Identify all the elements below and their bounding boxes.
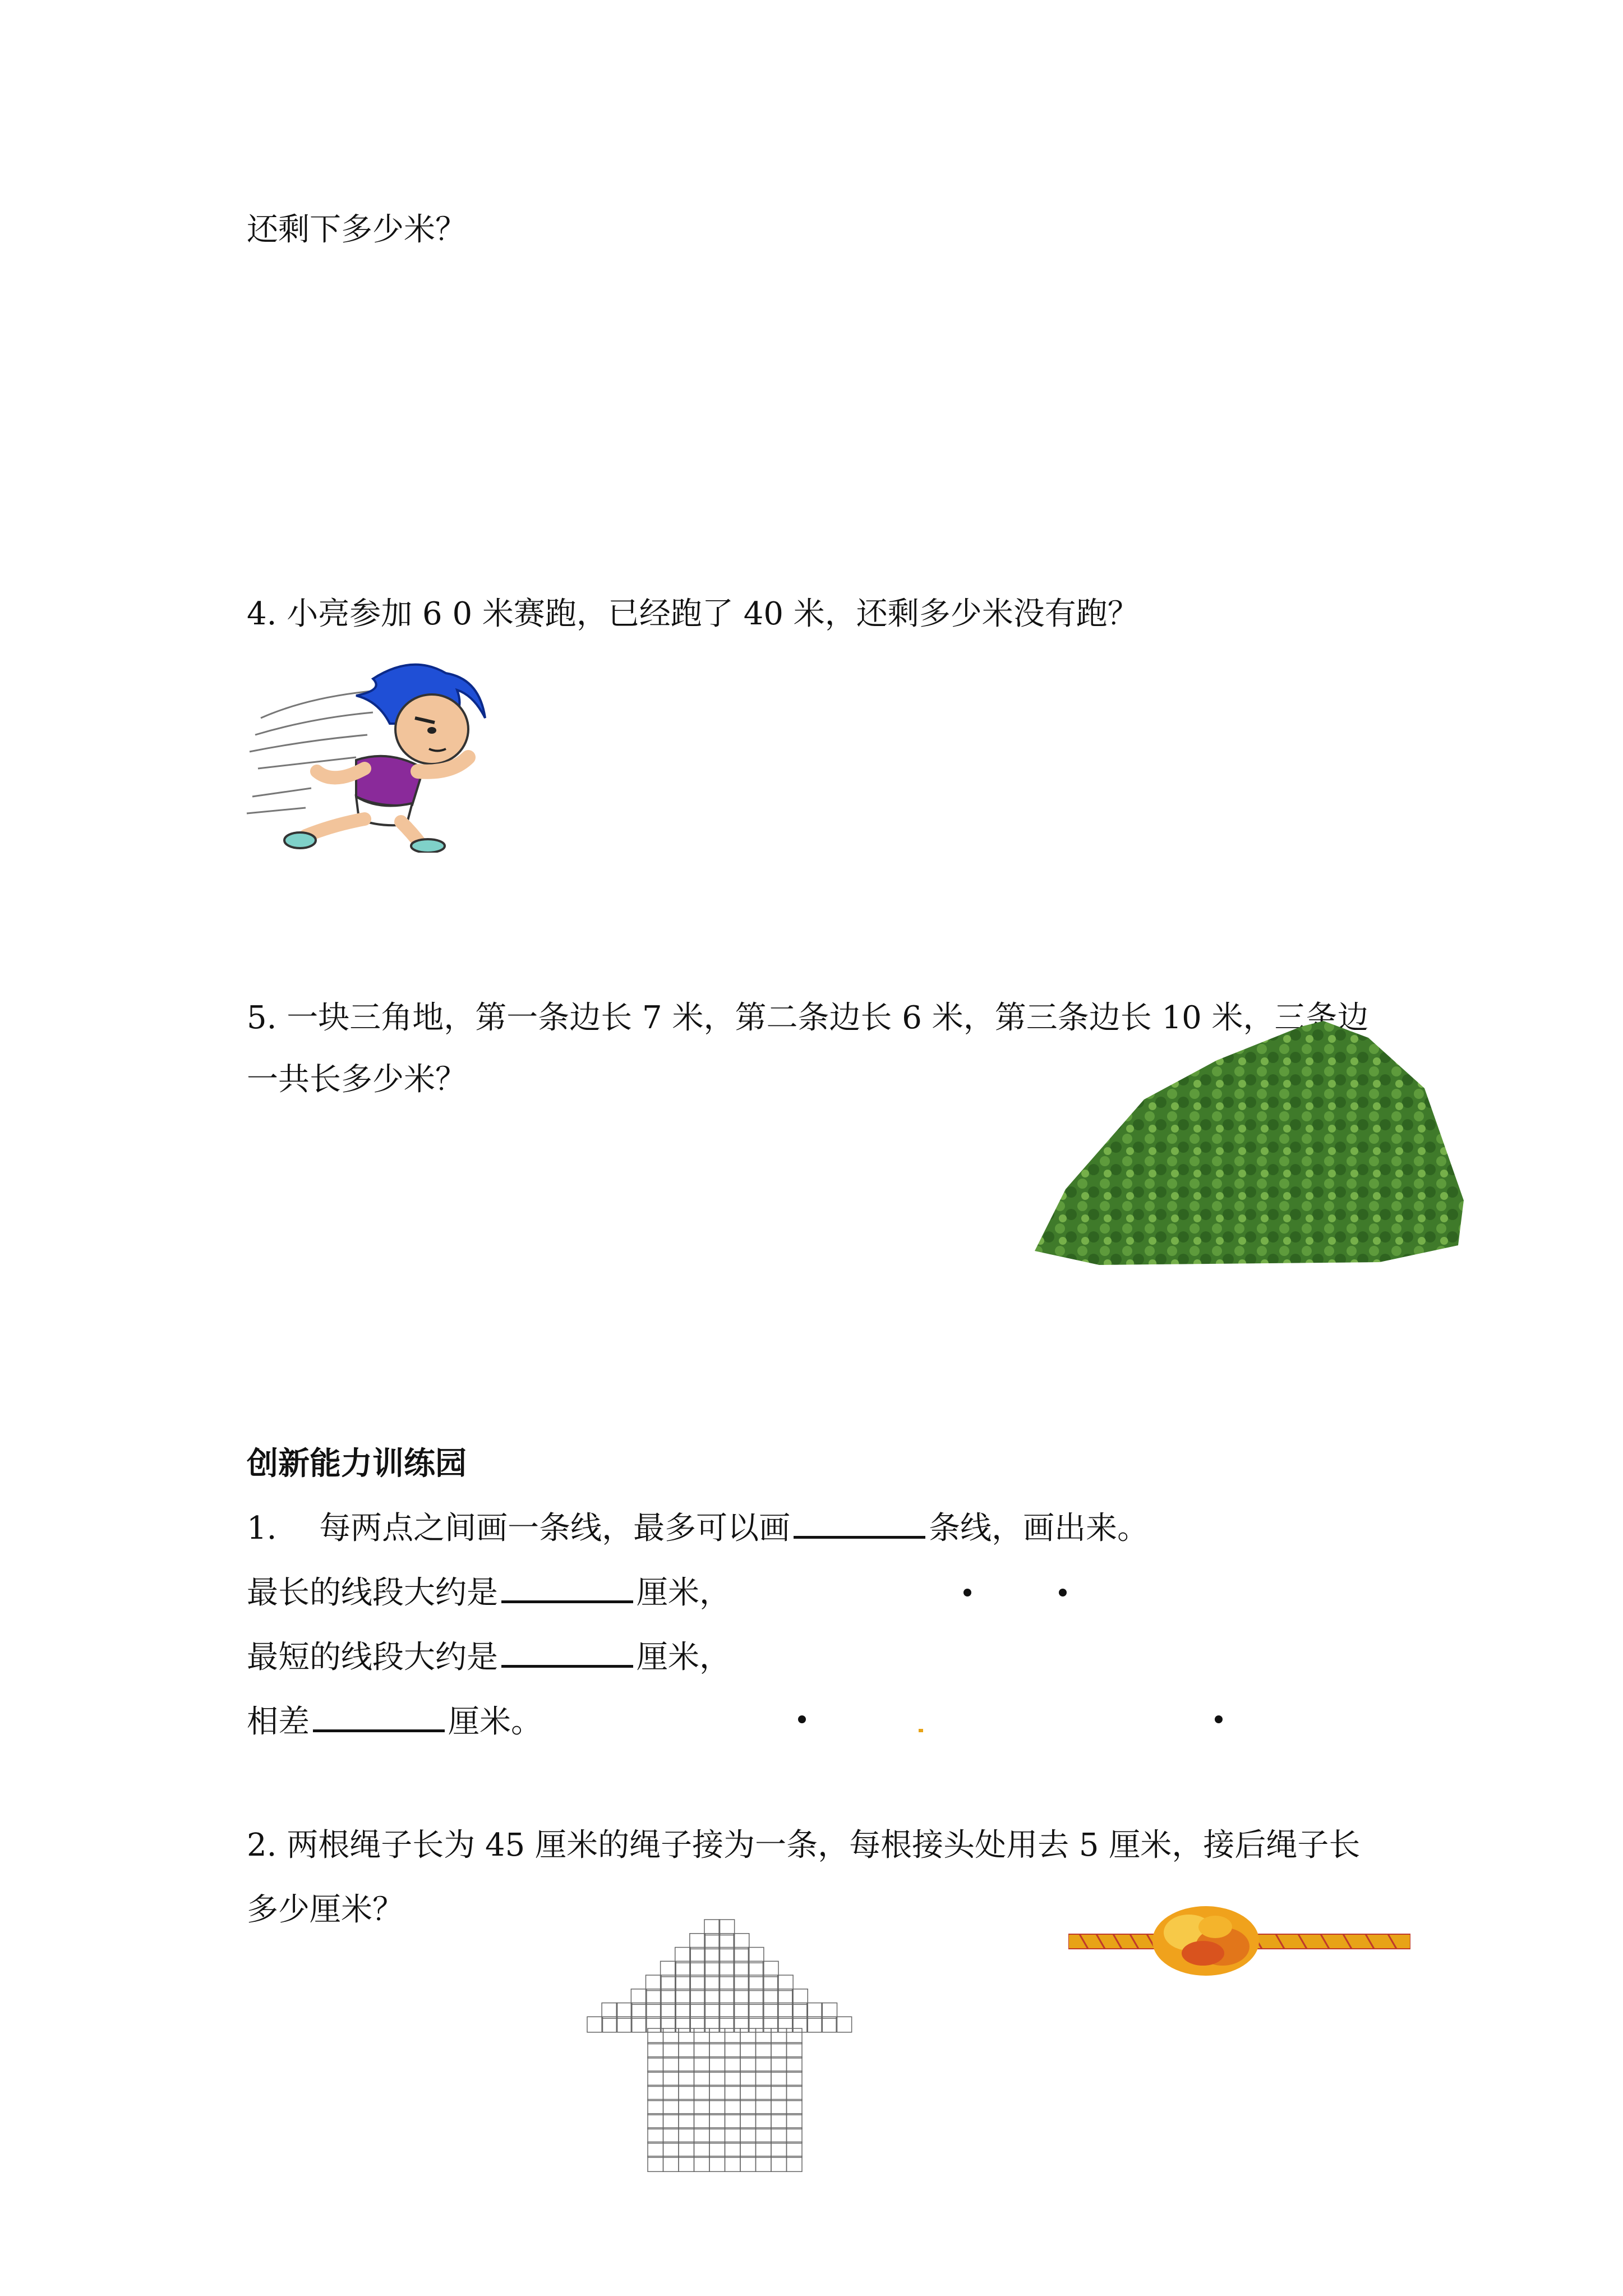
challenge-1-line-1	[247, 1506, 1149, 1551]
point-dot-1	[963, 1589, 971, 1596]
answer-blank-shortest[interactable]	[501, 1636, 633, 1668]
grid-cell	[690, 1961, 706, 1977]
grid-cell	[725, 2057, 741, 2073]
challenge-1-line-2	[247, 1571, 731, 1616]
grid-cell	[709, 2028, 725, 2044]
grid-cell	[679, 2142, 694, 2157]
shortest-segment-label: 最短的线段大约是	[247, 1639, 498, 1676]
grid-cell	[787, 2028, 803, 2044]
grid-cell	[663, 2114, 679, 2129]
answer-blank-line-count[interactable]	[794, 1507, 925, 1539]
grid-cell	[807, 2017, 823, 2032]
challenge-1-line-3	[247, 1635, 731, 1680]
grid-cell	[725, 2085, 741, 2101]
grid-cell	[675, 1975, 691, 1991]
grid-cell	[792, 2003, 808, 2019]
grid-cell	[771, 2100, 787, 2115]
grid-cell	[734, 2003, 749, 2019]
grid-cell	[709, 2156, 725, 2172]
answer-blank-difference[interactable]	[313, 1700, 445, 1732]
grid-cell	[787, 2042, 803, 2058]
grid-cell	[709, 2085, 725, 2101]
point-dot-4	[1215, 1715, 1223, 1723]
grid-cell	[792, 1989, 808, 2005]
grid-cell	[663, 2100, 679, 2115]
grid-cell	[648, 2114, 663, 2129]
grid-cell	[631, 2003, 647, 2019]
grid-cell	[740, 2085, 756, 2101]
grid-cell	[587, 2017, 603, 2032]
question-4-text: 4. 小亮参加 6 0 米赛跑，已经跑了 40 米，还剩多少米没有跑？	[247, 596, 1139, 632]
grid-cell	[719, 2017, 735, 2032]
grid-cell	[725, 2142, 741, 2157]
grid-cell	[740, 2114, 756, 2129]
grid-cell	[690, 1934, 706, 1949]
grid-cell	[663, 2085, 679, 2101]
challenge-1-number: 1.	[247, 1510, 277, 1547]
grid-cell	[771, 2042, 787, 2058]
grid-cell	[778, 1975, 794, 1991]
grid-cell	[734, 2017, 749, 2032]
grid-cell	[694, 2042, 710, 2058]
grid-cell	[787, 2142, 803, 2157]
grid-cell	[719, 1948, 735, 1963]
grid-cell	[616, 2017, 632, 2032]
grid-cell	[792, 2017, 808, 2032]
grid-cell	[740, 2057, 756, 2073]
grid-cell	[787, 2114, 803, 2129]
grid-cell	[675, 1948, 691, 1963]
grid-cell	[704, 1989, 720, 2005]
grid-cell	[694, 2128, 710, 2143]
grid-cell	[763, 2003, 779, 2019]
grid-cell	[661, 1975, 676, 1991]
challenge-2-line-2: 多少厘米？	[247, 1892, 404, 1928]
grid-cell	[694, 2085, 710, 2101]
grid-cell	[763, 1989, 779, 2005]
grid-cell	[661, 1961, 676, 1977]
grid-cell	[709, 2071, 725, 2087]
point-dot-2	[1059, 1589, 1067, 1596]
grid-cell	[648, 2142, 663, 2157]
grid-cell	[787, 2071, 803, 2087]
grid-cell	[709, 2057, 725, 2073]
grid-cell	[756, 2085, 772, 2101]
grid-cell	[679, 2085, 694, 2101]
grid-cell	[648, 2128, 663, 2143]
grid-cell	[616, 2003, 632, 2019]
grid-cell	[661, 1989, 676, 2005]
grid-cell	[756, 2042, 772, 2058]
grid-cell	[648, 2071, 663, 2087]
grid-cell	[602, 2003, 617, 2019]
grid-cell	[663, 2142, 679, 2157]
grid-cell	[679, 2042, 694, 2058]
grid-cell	[648, 2042, 663, 2058]
grid-cell	[756, 2142, 772, 2157]
grid-cell	[690, 2017, 706, 2032]
grid-cell	[694, 2028, 710, 2044]
grid-cell	[704, 1961, 720, 1977]
longest-segment-label: 最长的线段大约是	[247, 1575, 498, 1611]
grid-cell	[631, 2017, 647, 2032]
grid-cell	[648, 2057, 663, 2073]
grid-cell	[646, 1989, 662, 2005]
grid-cell	[719, 1961, 735, 1977]
grid-cell	[787, 2057, 803, 2073]
grid-cell	[822, 2003, 837, 2019]
grid-cell	[740, 2156, 756, 2172]
grid-cell	[719, 1975, 735, 1991]
longest-segment-unit: 厘米，	[637, 1575, 731, 1611]
shortest-segment-unit: 厘米，	[637, 1639, 731, 1676]
point-dot-3	[798, 1715, 806, 1723]
grid-cell	[679, 2114, 694, 2129]
grid-cell	[771, 2071, 787, 2087]
grid-cell	[648, 2156, 663, 2172]
grid-cell	[787, 2100, 803, 2115]
question-5-line-2: 一共长多少米？	[247, 1061, 467, 1098]
grid-cell	[704, 1975, 720, 1991]
grid-cell	[675, 2003, 691, 2019]
challenge-2-line-1: 2. 两根绳子长为 45 厘米的绳子接为一条，每根接头处用去 5 厘米，接后绳子长	[247, 1827, 1361, 1864]
grid-cell	[756, 2128, 772, 2143]
grid-cell	[694, 2142, 710, 2157]
grid-cell	[836, 2017, 852, 2032]
grid-cell	[679, 2156, 694, 2172]
grid-cell	[704, 2003, 720, 2019]
grid-cell	[725, 2128, 741, 2143]
grid-cell	[734, 1975, 749, 1991]
grid-cell	[646, 1975, 662, 1991]
question-5-line-1: 5. 一块三角地，第一条边长 7 米，第二条边长 6 米，第三条边长 10 米，三条边	[247, 1000, 1369, 1036]
grid-cell	[663, 2042, 679, 2058]
grid-cell	[771, 2114, 787, 2129]
grid-cell	[740, 2128, 756, 2143]
grid-cell	[709, 2042, 725, 2058]
challenge-1-prompt-end: 条线，画出来。	[929, 1510, 1149, 1547]
grid-cell	[719, 1934, 735, 1949]
difference-label: 相差	[247, 1704, 310, 1740]
grid-cell	[690, 2003, 706, 2019]
grid-cell	[734, 1948, 749, 1963]
grid-cell	[690, 1948, 706, 1963]
grid-cell	[679, 2071, 694, 2087]
grid-cell	[675, 2017, 691, 2032]
grid-cell	[778, 1989, 794, 2005]
grid-cell	[725, 2156, 741, 2172]
grid-cell	[694, 2071, 710, 2087]
grid-cell	[771, 2128, 787, 2143]
grid-cell	[734, 1961, 749, 1977]
grid-cell	[807, 2003, 823, 2019]
grid-cell	[602, 2017, 617, 2032]
grid-cell	[679, 2128, 694, 2143]
grid-cell	[694, 2156, 710, 2172]
grid-cell	[704, 2017, 720, 2032]
grid-cell	[679, 2100, 694, 2115]
grid-cell	[734, 1934, 749, 1949]
orange-mark	[919, 1729, 923, 1732]
grid-cell	[756, 2114, 772, 2129]
grid-cell	[740, 2142, 756, 2157]
triangle-field-image	[1032, 1021, 1469, 1268]
grid-cell	[648, 2100, 663, 2115]
grid-cell	[709, 2142, 725, 2157]
grid-cell	[725, 2028, 741, 2044]
grid-cell	[661, 2003, 676, 2019]
grid-cell	[648, 2085, 663, 2101]
grid-cell	[663, 2057, 679, 2073]
grid-cell	[756, 2071, 772, 2087]
grid-cell	[663, 2128, 679, 2143]
grid-cell	[704, 1920, 720, 1935]
grid-cell	[690, 1989, 706, 2005]
grid-cell	[709, 2100, 725, 2115]
grid-cell	[631, 1989, 647, 2005]
grid-cell	[694, 2100, 710, 2115]
grid-cell	[663, 2071, 679, 2087]
grid-cell	[719, 2003, 735, 2019]
rope-knot-image	[1068, 1902, 1410, 1980]
grid-cell	[778, 2017, 794, 2032]
grid-cell	[740, 2100, 756, 2115]
grid-cell	[725, 2114, 741, 2129]
grid-cell	[756, 2156, 772, 2172]
grid-cell	[787, 2085, 803, 2101]
grid-cell	[725, 2100, 741, 2115]
grid-cell	[778, 2003, 794, 2019]
grid-cell	[675, 1989, 691, 2005]
grid-cell	[740, 2071, 756, 2087]
grid-cell	[704, 1934, 720, 1949]
grid-cell	[748, 1961, 764, 1977]
grid-cell	[725, 2071, 741, 2087]
grid-cell	[709, 2114, 725, 2129]
answer-blank-longest[interactable]	[501, 1571, 633, 1603]
grid-cell	[763, 1975, 779, 1991]
grid-cell	[787, 2156, 803, 2172]
grid-cell	[771, 2057, 787, 2073]
grid-cell	[704, 1948, 720, 1963]
grid-cell	[675, 1961, 691, 1977]
grid-cell	[694, 2057, 710, 2073]
grid-cell	[771, 2085, 787, 2101]
grid-cell	[756, 2057, 772, 2073]
grid-cell	[690, 1975, 706, 1991]
challenge-1-line-4	[247, 1700, 542, 1745]
section-title: 创新能力训练园	[247, 1446, 467, 1482]
grid-cell	[771, 2156, 787, 2172]
grid-cell	[748, 1948, 764, 1963]
grid-cell	[646, 2003, 662, 2019]
challenge-1-prompt: 每两点之间画一条线，最多可以画	[319, 1510, 791, 1547]
grid-cell	[679, 2028, 694, 2044]
grid-cell	[756, 2100, 772, 2115]
grid-cell	[725, 2042, 741, 2058]
grid-cell	[763, 1961, 779, 1977]
grid-cell	[748, 1975, 764, 1991]
grid-cell	[748, 2003, 764, 2019]
grid-cell	[740, 2042, 756, 2058]
grid-cell	[748, 1989, 764, 2005]
grid-cell	[709, 2128, 725, 2143]
grid-cell	[734, 1989, 749, 2005]
grid-cell	[719, 1920, 735, 1935]
grid-cell	[719, 1989, 735, 2005]
grid-figure	[586, 1918, 878, 2177]
grid-cell	[694, 2114, 710, 2129]
difference-unit: 厘米。	[448, 1704, 542, 1740]
grid-cell	[822, 2017, 837, 2032]
prev-question-tail: 还剩下多少米？	[247, 211, 467, 248]
running-boy-image	[244, 656, 508, 853]
grid-cell	[679, 2057, 694, 2073]
grid-cell	[787, 2128, 803, 2143]
grid-cell	[663, 2156, 679, 2172]
grid-cell	[771, 2142, 787, 2157]
